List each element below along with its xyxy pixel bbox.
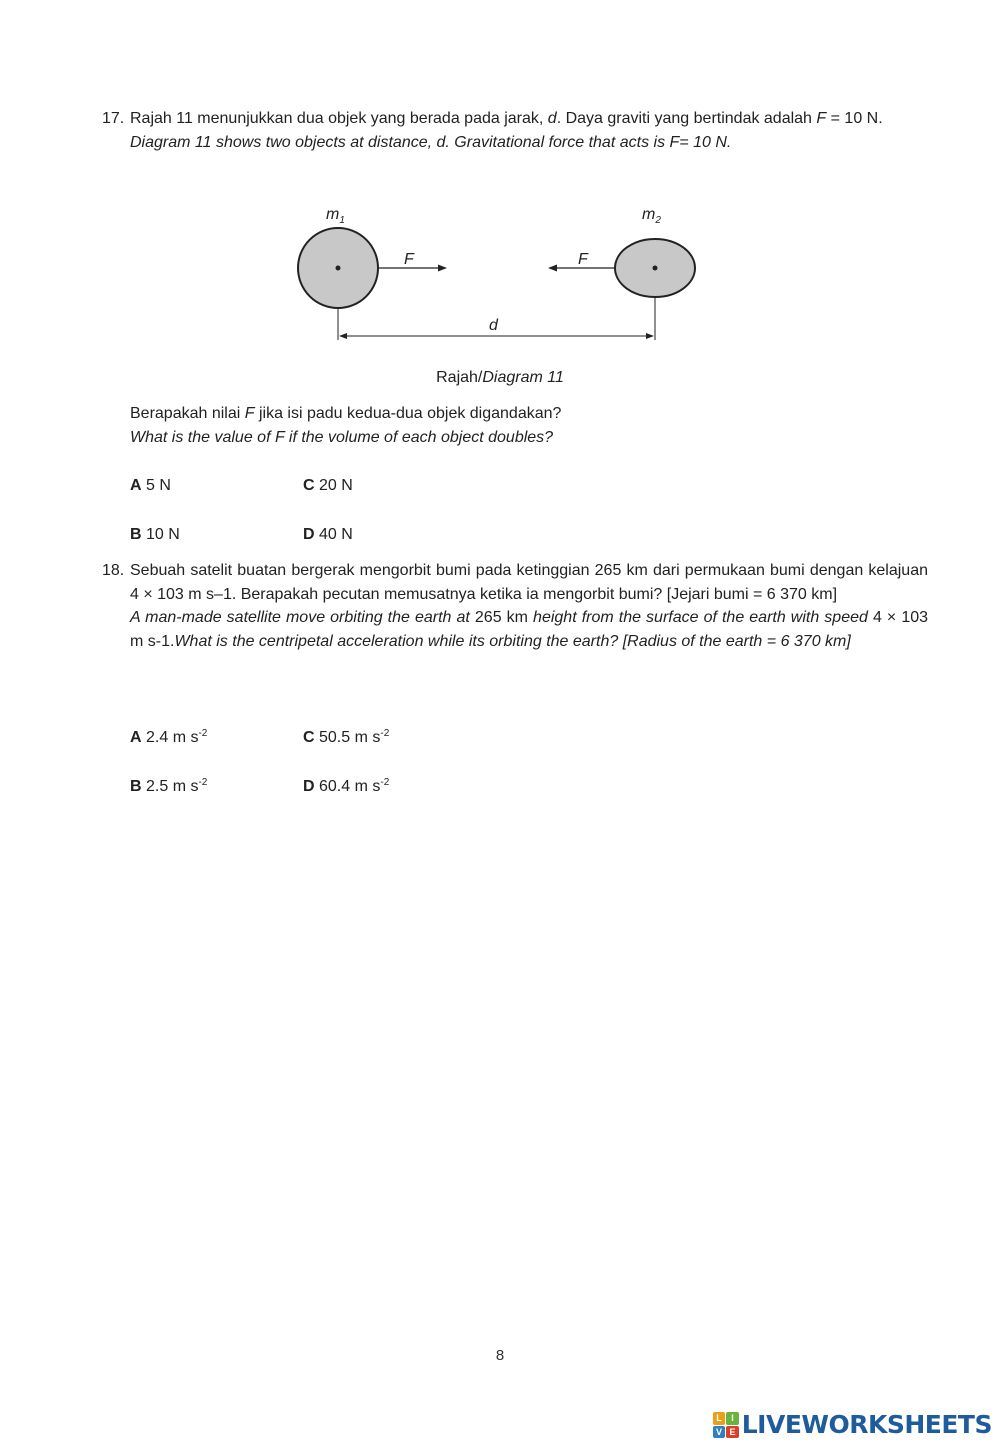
q17-option-d[interactable]: D 40 N xyxy=(303,526,353,543)
page-number: 8 xyxy=(495,1347,505,1364)
mass-1-label: $m_1$ xyxy=(326,206,345,226)
mass-2-label: $m_2$ xyxy=(642,206,661,226)
q18-option-d[interactable]: D 60.4 m $s^{-2}$ xyxy=(303,777,390,795)
question-17 xyxy=(102,107,928,154)
liveworksheets-logo-icon: L I V E xyxy=(713,1412,739,1438)
liveworksheets-wordmark: LIVEWORKSHEETS xyxy=(741,1410,992,1440)
question-17-malay-text: Rajah 11 menunjukkan dua objek yang berada pada jarak, d. Daya graviti yang bertindak adalah F = 10 N. xyxy=(130,110,883,127)
question-18 xyxy=(102,559,928,653)
mass-2-center-dot xyxy=(653,266,658,271)
diagram-caption: Rajah/Diagram 11 xyxy=(436,369,564,386)
question-18-malay-text: Sebuah satelit buatan bergerak mengorbit bumi pada ketinggian 265 km dari permukaan bumi dengan kelajuan 4 × 103 m s–1. Berapakah pecutan memusatnya ketika ia mengorbit bumi? [Jejari bumi = 6 370 km] xyxy=(130,562,928,603)
q17-option-c[interactable]: C 20 N xyxy=(303,477,353,494)
question-17-english-text: Diagram 11 shows two objects at distance, d. Gravitational force that acts is F= 10 N. xyxy=(130,133,732,151)
question-17-ask-english: What is the value of F if the volume of each object doubles? xyxy=(130,428,554,446)
force-label-1: F xyxy=(404,251,414,268)
question-17-ask-malay: Berapakah nilai F jika isi padu kedua-dua objek digandakan? xyxy=(130,405,562,422)
question-18-stem xyxy=(130,559,928,653)
force-arrow-left-head xyxy=(548,265,557,272)
q18-option-a[interactable]: A 2.4 m $s^{-2}$ xyxy=(130,728,208,746)
q17-option-a[interactable]: A 5 N xyxy=(130,477,171,494)
question-18-english-text: A man-made satellite move orbiting the earth at 265 km height from the surface of the earth with speed 4 × 103 m s-1.What is the centripetal acceleration while its orbiting the earth? [Radius of the earth = 6 370 km] xyxy=(130,609,929,650)
question-number: 18. xyxy=(102,562,125,579)
force-label-2: F xyxy=(578,251,588,268)
q18-option-b[interactable]: B 2.5 m $s^{-2}$ xyxy=(130,777,208,795)
q17-option-b[interactable]: B 10 N xyxy=(130,526,180,543)
mass-1-center-dot xyxy=(336,266,341,271)
distance-arrow-left-head xyxy=(339,333,347,339)
question-17-ask xyxy=(130,402,930,449)
distance-label: d xyxy=(489,317,498,334)
distance-arrow-right-head xyxy=(646,333,654,339)
force-arrow-right-head xyxy=(438,265,447,272)
liveworksheets-logo[interactable] xyxy=(713,1408,992,1442)
q18-option-c[interactable]: C 50.5 m $s^{-2}$ xyxy=(303,728,390,746)
diagram-11 xyxy=(290,200,710,350)
question-number: 17. xyxy=(102,110,125,127)
question-17-stem xyxy=(130,107,928,154)
